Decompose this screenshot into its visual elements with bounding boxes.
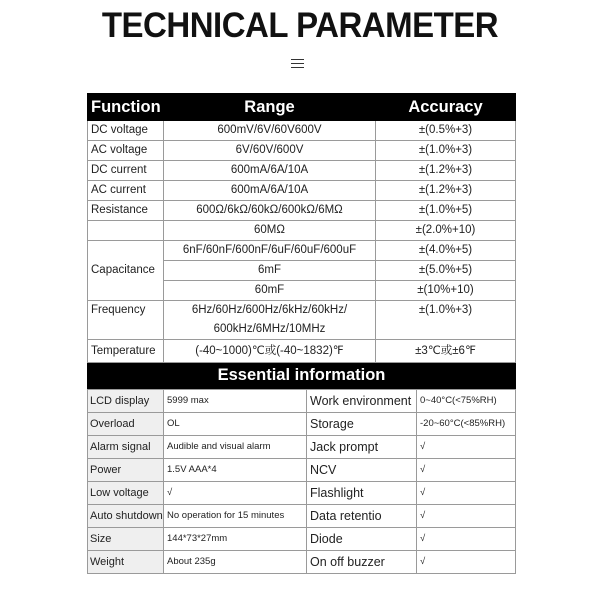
accuracy-cell: ±(0.5%+3) [376, 121, 516, 141]
function-label: DC voltage [88, 121, 164, 141]
info-label: Jack prompt [307, 436, 417, 459]
table-row [88, 528, 516, 551]
table-row [88, 482, 516, 505]
range-cell: 60mF [164, 281, 376, 301]
range-cell: 600Ω/6kΩ/60kΩ/600kΩ/6MΩ [164, 201, 376, 221]
accuracy-cell: ±(10%+10) [376, 281, 516, 301]
parameter-table [87, 93, 516, 389]
range-cell: 600kHz/6MHz/10MHz [164, 320, 376, 340]
table-row [88, 459, 516, 482]
range-cell: 6V/60V/600V [164, 141, 376, 161]
info-value: No operation for 15 minutes [164, 505, 307, 528]
header-range: Range [164, 94, 376, 121]
essential-header [88, 363, 516, 389]
accuracy-cell: ±(1.0%+3) [376, 301, 516, 340]
table-row [88, 301, 516, 321]
range-cell: (-40~1000)℃或(-40~1832)℉ [164, 340, 376, 363]
spec-sheet [87, 93, 515, 574]
info-label: Data retentio [307, 505, 417, 528]
info-value: √ [417, 505, 516, 528]
info-value: √ [164, 482, 307, 505]
info-label: LCD display [88, 390, 164, 413]
page-title: TECHNICAL PARAMETER [101, 4, 499, 45]
accuracy-cell: ±(5.0%+5) [376, 261, 516, 281]
info-value: Audible and visual alarm [164, 436, 307, 459]
header-function: Function [88, 94, 164, 121]
accuracy-cell: ±(1.0%+3) [376, 141, 516, 161]
info-label: Auto shutdown [88, 505, 164, 528]
range-cell: 600mA/6A/10A [164, 181, 376, 201]
info-label: Flashlight [307, 482, 417, 505]
table-row [88, 221, 516, 241]
info-value: OL [164, 413, 307, 436]
accuracy-cell: ±(1.0%+5) [376, 201, 516, 221]
info-value: √ [417, 482, 516, 505]
function-label: Temperature [88, 340, 164, 363]
accuracy-cell: ±(1.2%+3) [376, 161, 516, 181]
info-value: -20~60°C(<85%RH) [417, 413, 516, 436]
table-row [88, 241, 516, 261]
function-label: DC current [88, 161, 164, 181]
info-value: 144*73*27mm [164, 528, 307, 551]
info-value: 1.5V AAA*4 [164, 459, 307, 482]
table-row [88, 181, 516, 201]
table-row [88, 121, 516, 141]
info-value: √ [417, 528, 516, 551]
range-cell: 6Hz/60Hz/600Hz/6kHz/60kHz/ [164, 301, 376, 321]
table-row [88, 161, 516, 181]
menu-icon[interactable] [291, 59, 304, 68]
info-label: Diode [307, 528, 417, 551]
range-cell: 60MΩ [164, 221, 376, 241]
table-header [88, 94, 516, 121]
range-cell: 600mA/6A/10A [164, 161, 376, 181]
info-label: Low voltage [88, 482, 164, 505]
info-value: √ [417, 436, 516, 459]
table-row [88, 505, 516, 528]
essential-table [87, 389, 516, 574]
range-cell: 6nF/60nF/600nF/6uF/60uF/600uF [164, 241, 376, 261]
info-label: Overload [88, 413, 164, 436]
info-label: Power [88, 459, 164, 482]
essential-title: Essential information [88, 363, 516, 389]
info-value: √ [417, 551, 516, 574]
info-label: Work environment [307, 390, 417, 413]
info-label: Storage [307, 413, 417, 436]
table-row [88, 201, 516, 221]
function-label: AC voltage [88, 141, 164, 161]
table-row [88, 340, 516, 363]
accuracy-cell: ±(1.2%+3) [376, 181, 516, 201]
info-label: Size [88, 528, 164, 551]
table-row [88, 390, 516, 413]
info-value: √ [417, 459, 516, 482]
function-label-blank [88, 221, 164, 241]
table-row [88, 413, 516, 436]
accuracy-cell: ±3℃或±6℉ [376, 340, 516, 363]
accuracy-cell: ±(4.0%+5) [376, 241, 516, 261]
function-label: Frequency [88, 301, 164, 340]
info-label: Weight [88, 551, 164, 574]
header-accuracy: Accuracy [376, 94, 516, 121]
info-value: 5999 max [164, 390, 307, 413]
info-value: 0~40°C(<75%RH) [417, 390, 516, 413]
info-label: Alarm signal [88, 436, 164, 459]
range-cell: 600mV/6V/60V600V [164, 121, 376, 141]
range-cell: 6mF [164, 261, 376, 281]
info-label: On off buzzer [307, 551, 417, 574]
info-value: About 235g [164, 551, 307, 574]
info-label: NCV [307, 459, 417, 482]
table-row [88, 551, 516, 574]
table-row [88, 436, 516, 459]
function-label: AC current [88, 181, 164, 201]
function-label: Capacitance [88, 241, 164, 301]
function-label: Resistance [88, 201, 164, 221]
accuracy-cell: ±(2.0%+10) [376, 221, 516, 241]
table-row [88, 141, 516, 161]
